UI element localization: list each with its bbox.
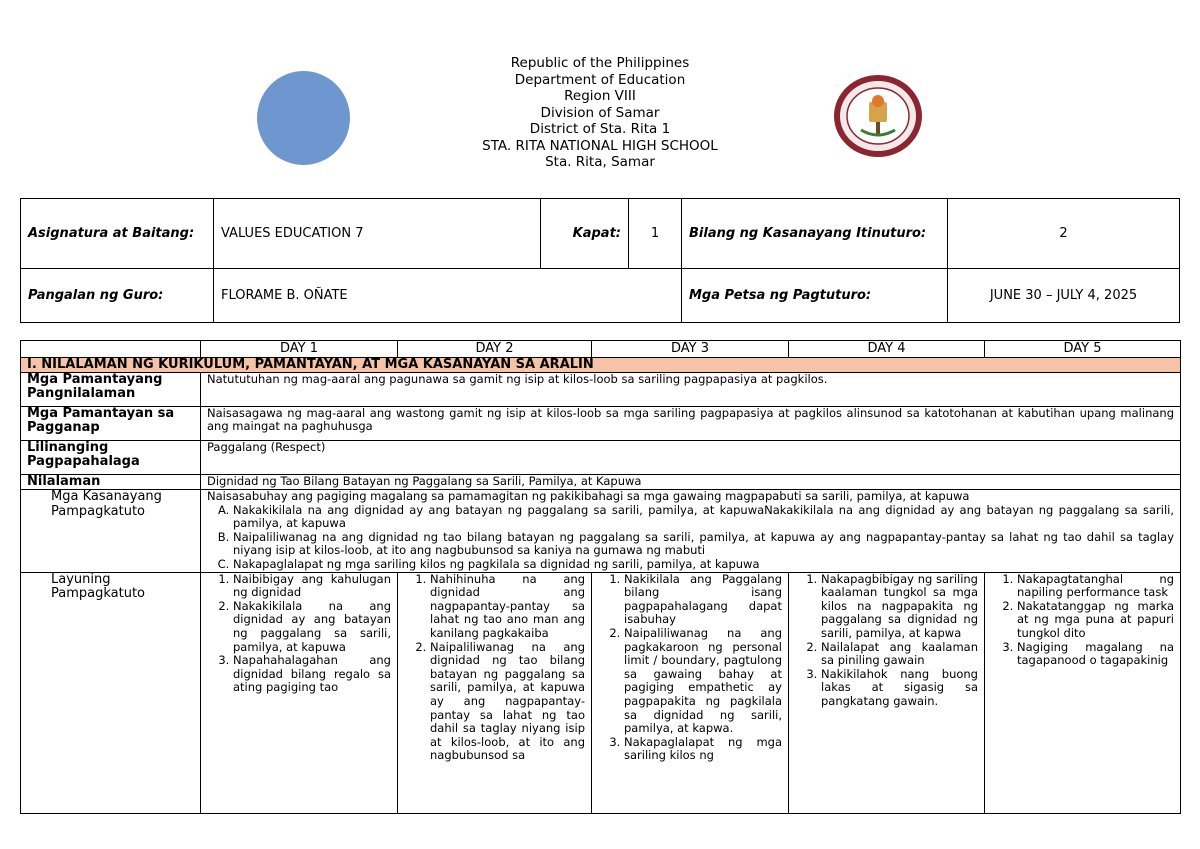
value-label: Lilinanging Pagpapahalaga bbox=[21, 440, 201, 474]
dates-label: Mga Petsa ng Pagtuturo: bbox=[682, 269, 948, 323]
objectives-row bbox=[21, 572, 1181, 813]
objective-item: 2. Nailalapat ang kaalaman sa piniling gawain bbox=[821, 641, 978, 668]
content-text: Dignidad ng Tao Bilang Batayan ng Paggalang sa Sarili, Pamilya, at Kapuwa bbox=[201, 474, 1181, 490]
day-2-header: DAY 2 bbox=[398, 341, 592, 358]
objective-item: 2. Naipaliliwanag na ang pagkakaroon ng personal limit / boundary, pagtulong sa gawaing bahay at pagiging empathetic ay pagpapakita ng pagkilala sa dignidad ng sarili, pamilya, at kapwa. bbox=[624, 627, 782, 736]
objectives-day-3 bbox=[592, 572, 789, 813]
competency-cell bbox=[201, 490, 1181, 573]
competency-row bbox=[21, 490, 1181, 573]
header-line-7: Sta. Rita, Samar bbox=[545, 154, 655, 170]
header-line-5: District of Sta. Rita 1 bbox=[529, 121, 671, 137]
day-1-header: DAY 1 bbox=[201, 341, 398, 358]
subject-label: Asignatura at Baitang: bbox=[21, 199, 214, 269]
objectives-list-day-1 bbox=[207, 573, 391, 695]
lesson-plan-table bbox=[20, 340, 1181, 814]
competency-count-label: Bilang ng Kasanayang Itinuturo: bbox=[682, 199, 948, 269]
teacher-label: Pangalan ng Guro: bbox=[21, 269, 214, 323]
competency-intro: Naisasabuhay ang pagiging magalang sa pamamagitan ng pakikibahagi sa mga gawaing magpapabuti sa sarili, pamilya, at kapuwa bbox=[207, 489, 970, 504]
competency-count-value: 2 bbox=[948, 199, 1180, 269]
day-5-header: DAY 5 bbox=[985, 341, 1181, 358]
performance-standard-label: Mga Pamantayan sa Pagganap bbox=[21, 406, 201, 440]
school-seal-icon bbox=[833, 74, 923, 158]
objectives-day-2 bbox=[398, 572, 592, 813]
day-header-row bbox=[21, 341, 1181, 358]
header-line-6: STA. RITA NATIONAL HIGH SCHOOL bbox=[482, 137, 718, 154]
section-title: I. NILALAMAN NG KURIKULUM, PAMANTAYAN, AT MGA KASANAYAN SA ARALIN bbox=[21, 358, 1181, 373]
division-logo bbox=[257, 71, 350, 165]
objectives-list-day-5 bbox=[991, 573, 1174, 668]
competency-item: C. Nakapaglalapat ng mga sariling kilos ng pagkilala sa dignidad ng sarili, pamilya, at kapuwa bbox=[233, 558, 1174, 572]
content-standard-row bbox=[21, 372, 1181, 406]
content-row bbox=[21, 474, 1181, 490]
competency-item: B. Naipaliliwanag na ang dignidad ng tao bilang batayan ng paggalang sa sarili, pamilya, at kapuwa ay ang nagpapantay-pantay sa lahat ng tao dahil sa taglay niyang isip at kilos-loob, at ito ang nagbubunsod sa kaniya na gumawa ng mabuti bbox=[233, 531, 1174, 558]
school-header bbox=[400, 55, 800, 171]
header-line-3: Region VIII bbox=[564, 88, 636, 104]
objective-item: 1. Nakikilala ang Paggalang bilang isang pagpapahalagang dapat isabuhay bbox=[624, 573, 782, 627]
header-line-2: Department of Education bbox=[514, 71, 686, 88]
header-line-4: Division of Samar bbox=[540, 104, 660, 121]
objective-item: 1. Nahihinuha na ang dignidad ang nagpapantay-pantay sa lahat ng tao ano man ang kanilang pagkakaiba bbox=[430, 573, 585, 641]
content-standard-text: Natututuhan ng mag-aaral ang pagunawa sa gamit ng isip at kilos-loob sa sariling pagpapasiya at pagkilos. bbox=[201, 372, 1181, 406]
competency-label: Mga Kasanayang Pampagkatuto bbox=[21, 490, 201, 573]
dates-value: JUNE 30 – JULY 4, 2025 bbox=[948, 269, 1180, 323]
objective-item: 3. Nakapaglalapat ng mga sariling kilos ng bbox=[624, 736, 782, 763]
info-table bbox=[20, 198, 1180, 323]
content-label: Nilalaman bbox=[21, 474, 201, 490]
competency-list bbox=[207, 504, 1174, 572]
objective-item: 3. Nakikilahok nang buong lakas at sigasig sa pangkatang gawain. bbox=[821, 668, 978, 709]
competency-item: A. Nakakikilala na ang dignidad ay ang batayan ng paggalang sa sarili, pamilya, at kapuwaNakakikilala na ang dignidad ay ang batayan ng paggalang sa sarili, pamilya, at kapuwa bbox=[233, 504, 1174, 531]
day-4-header: DAY 4 bbox=[789, 341, 985, 358]
objectives-day-5 bbox=[985, 572, 1181, 813]
objective-item: 1. Nakapagtatanghal ng napiling performance task bbox=[1017, 573, 1174, 600]
quarter-label: Kapat: bbox=[541, 199, 629, 269]
teacher-value: FLORAME B. OÑATE bbox=[214, 269, 682, 323]
objectives-label: Layuning Pampagkatuto bbox=[21, 572, 201, 813]
objectives-list-day-2 bbox=[404, 573, 585, 763]
objective-item: 3. Napahahalagahan ang dignidad bilang regalo sa ating pagiging tao bbox=[233, 654, 391, 695]
objectives-list-day-3 bbox=[598, 573, 782, 763]
performance-standard-row bbox=[21, 406, 1181, 440]
objective-item: 1. Nakapagbibigay ng sariling kaalaman tungkol sa mga kilos na nagpapakita ng paggalang sa dignidad ng sarili, pamilya, at kapwa bbox=[821, 573, 978, 641]
objectives-day-1 bbox=[201, 572, 398, 813]
value-text: Paggalang (Respect) bbox=[201, 440, 1181, 474]
section-row bbox=[21, 358, 1181, 373]
value-row bbox=[21, 440, 1181, 474]
quarter-value: 1 bbox=[629, 199, 682, 269]
subject-value: VALUES EDUCATION 7 bbox=[214, 199, 541, 269]
objective-item: 2. Nakatatanggap ng marka at ng mga puna at papuri tungkol dito bbox=[1017, 600, 1174, 641]
objective-item: 1. Naibibigay ang kahulugan ng dignidad bbox=[233, 573, 391, 600]
objective-item: 2. Naipaliliwanag na ang dignidad ng tao bilang batayan ng paggalang sa sarili, pamilya, at kapuwa ay ang nagpapantay-pantay sa lahat ng tao dahil sa taglay niyang isip at kilos-loob, at ito ang nagbubunsod sa bbox=[430, 641, 585, 763]
objectives-list-day-4 bbox=[795, 573, 978, 709]
header-line-1: Republic of the Philippines bbox=[510, 55, 690, 71]
objectives-day-4 bbox=[789, 572, 985, 813]
performance-standard-text: Naisasagawa ng mag-aaral ang wastong gamit ng isip at kilos-loob sa mga sariling pagpapasiya at pagkilos alinsunod sa katotohanan at kabutihan upang malinang ang maingat na paghuhusga bbox=[201, 406, 1181, 440]
objective-item: 2. Nakakikilala na ang dignidad ay ang batayan ng paggalang sa sarili, pamilya, at kapuwa bbox=[233, 600, 391, 654]
day-3-header: DAY 3 bbox=[592, 341, 789, 358]
content-standard-label: Mga Pamantayang Pangnilalaman bbox=[21, 372, 201, 406]
objective-item: 3. Nagiging magalang na tagapanood o tagapakinig bbox=[1017, 641, 1174, 668]
